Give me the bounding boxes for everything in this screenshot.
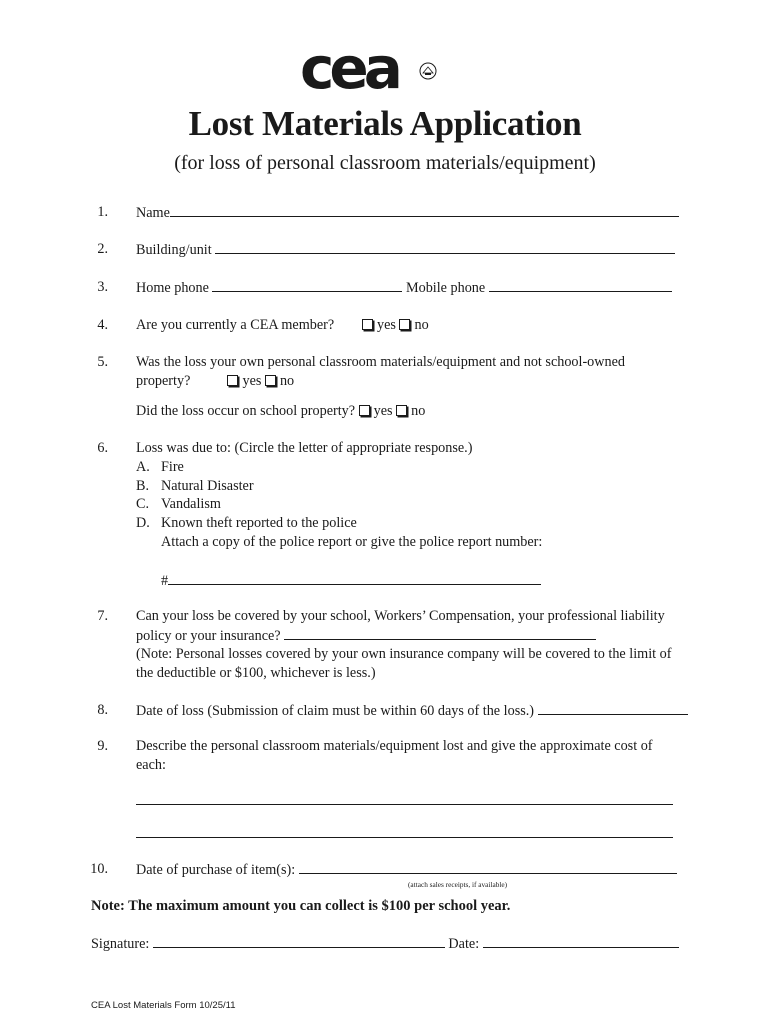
building-unit-field[interactable]	[215, 240, 675, 254]
hash-label: #	[161, 573, 169, 589]
page-subtitle: (for loss of personal classroom materials/equipment)	[174, 152, 596, 174]
yes-label: yes	[377, 317, 396, 333]
question-text: Loss was due to: (Circle the letter of appropriate response.)	[136, 440, 473, 456]
question-number: 4.	[97, 317, 108, 333]
name-field[interactable]	[170, 203, 679, 217]
signature-row	[91, 934, 679, 954]
own-property-no-checkbox[interactable]	[265, 375, 276, 386]
option-letter: C.	[136, 496, 150, 512]
police-report-number-row	[161, 571, 541, 591]
question-text: policy or your insurance?	[136, 628, 281, 644]
question-number: 2.	[97, 241, 108, 257]
building-unit-label: Building/unit	[136, 242, 212, 258]
home-phone-field[interactable]	[212, 278, 402, 292]
question-number: 1.	[97, 204, 108, 220]
logo-text: cea	[300, 40, 398, 100]
question-number: 9.	[97, 738, 108, 754]
option-b[interactable]	[136, 477, 254, 496]
question-text: Was the loss your own personal classroom materials/equipment and not school-owned	[136, 354, 626, 370]
yes-label: yes	[373, 403, 393, 419]
signature-label: Signature:	[91, 936, 150, 952]
max-amount-note: Note: The maximum amount you can collect is $100 per school year.	[91, 898, 511, 914]
page-title: Lost Materials Application	[188, 104, 582, 143]
question-number: 7.	[97, 608, 108, 624]
date-label: Date:	[448, 936, 480, 952]
member-no-checkbox[interactable]	[399, 319, 410, 330]
question-number: 5.	[97, 354, 108, 370]
date-of-purchase-field[interactable]	[299, 860, 677, 874]
cea-logo-graphic	[300, 40, 468, 100]
date-of-loss-label: Date of loss (Submission of claim must be within 60 days of the loss.)	[136, 703, 535, 719]
option-text: Vandalism	[161, 496, 221, 512]
question-7-note-line-2: the deductible or $100, whichever is less.)	[136, 665, 376, 681]
school-property-no-checkbox[interactable]	[396, 405, 407, 416]
name-label: Name	[136, 205, 170, 221]
question-5-line-3	[136, 402, 425, 421]
date-of-loss-field[interactable]	[538, 701, 688, 715]
own-property-yes-checkbox[interactable]	[227, 375, 238, 386]
receipt-hint: (attach sales receipts, if available)	[408, 880, 508, 889]
question-7-note-line-1: (Note: Personal losses covered by your own insurance company will be covered to the limit of	[136, 646, 672, 662]
police-report-instruction: Attach a copy of the police report or give the police report number:	[161, 534, 543, 550]
yes-label: yes	[242, 373, 262, 389]
option-d[interactable]	[136, 514, 357, 533]
date-of-purchase-label: Date of purchase of item(s):	[136, 862, 296, 878]
question-number: 10.	[90, 861, 108, 877]
member-yes-checkbox[interactable]	[362, 319, 373, 330]
option-letter: B.	[136, 478, 150, 494]
cea-logo	[300, 40, 468, 100]
question-number: 8.	[97, 702, 108, 718]
option-text: Natural Disaster	[161, 478, 254, 494]
option-c[interactable]	[136, 495, 221, 514]
signature-field[interactable]	[153, 934, 445, 948]
question-7-line-2	[136, 626, 596, 646]
description-line-2[interactable]	[136, 837, 673, 838]
question-5-line-2	[136, 372, 294, 391]
no-label: no	[414, 317, 429, 333]
no-label: no	[411, 403, 426, 419]
option-letter: D.	[136, 515, 150, 531]
police-report-number-field[interactable]	[168, 571, 541, 585]
form-footer: CEA Lost Materials Form 10/25/11	[91, 1000, 236, 1011]
date-field[interactable]	[483, 934, 679, 948]
question-9-line-2: each:	[136, 757, 166, 773]
cea-member-label: Are you currently a CEA member?	[136, 317, 335, 333]
description-line-1[interactable]	[136, 804, 673, 805]
question-number: 3.	[97, 279, 108, 295]
option-text: Known theft reported to the police	[161, 515, 357, 531]
question-text: Can your loss be covered by your school, Workers’ Compensation, your professional liability	[136, 608, 665, 624]
question-number: 6.	[97, 440, 108, 456]
no-label: no	[279, 373, 295, 389]
home-phone-label: Home phone	[136, 280, 209, 296]
option-text: Fire	[161, 459, 184, 475]
option-a[interactable]	[136, 458, 184, 477]
mobile-phone-label: Mobile phone	[406, 280, 486, 296]
coverage-field[interactable]	[284, 626, 596, 640]
option-letter: A.	[136, 459, 150, 475]
mobile-phone-field[interactable]	[489, 278, 672, 292]
question-text: property?	[136, 373, 191, 389]
question-text: Describe the personal classroom materials/equipment lost and give the approximate cost of	[136, 738, 653, 754]
question-text: Did the loss occur on school property?	[136, 403, 356, 419]
school-property-yes-checkbox[interactable]	[359, 405, 370, 416]
